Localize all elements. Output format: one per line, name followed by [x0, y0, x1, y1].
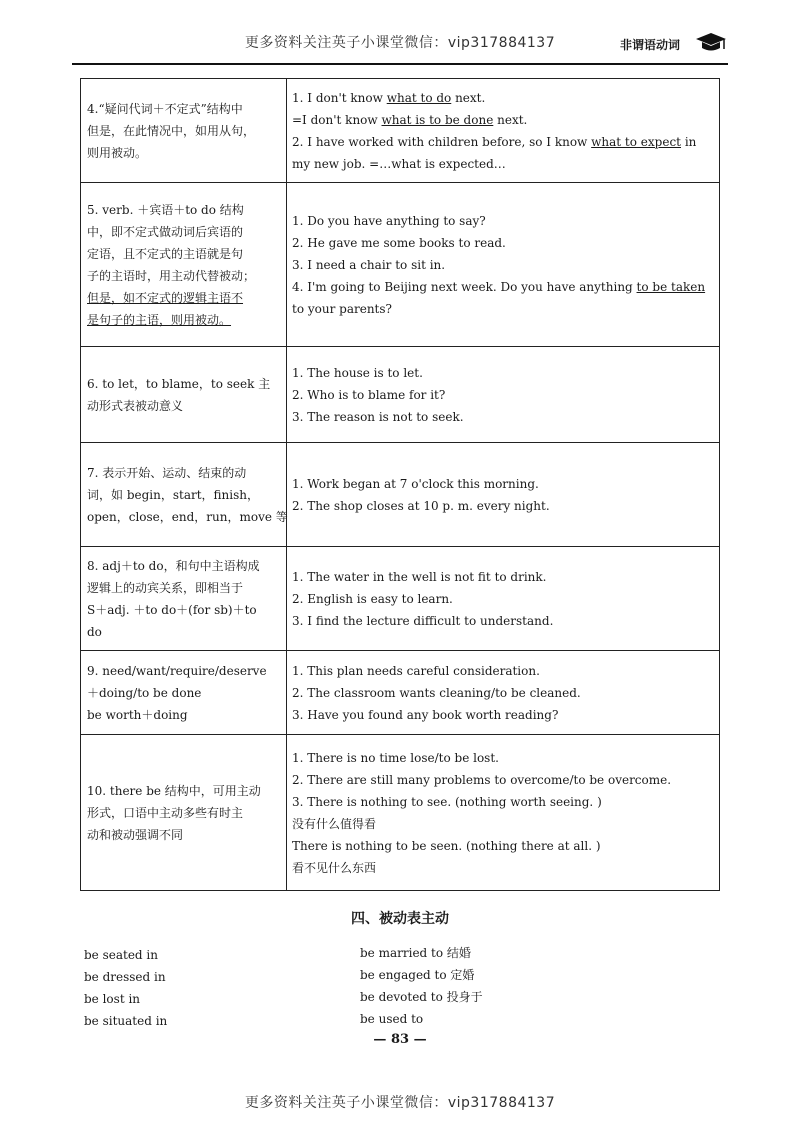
example-text: 3. I find the lecture difficult to understand.: [292, 613, 554, 628]
example-text: in: [681, 134, 697, 149]
example-line: [292, 660, 713, 682]
example-line: [292, 232, 713, 254]
example-line: [292, 406, 713, 428]
example-text: 2. I have worked with children before, so I know: [292, 134, 592, 149]
rule-line: S＋adj. ＋to do＋(for sb)＋to: [87, 602, 257, 617]
example-line: [292, 610, 713, 632]
example-text: =I don't know: [292, 112, 382, 127]
rule-line: 形式，口语中主动多些有时主: [87, 805, 244, 820]
rule-line: 动形式表被动意义: [87, 398, 184, 413]
example-line: [292, 747, 713, 769]
example-text: to your parents?: [292, 301, 392, 316]
rule-line: 4.“疑问代词＋不定式”结构中: [87, 101, 243, 116]
rule-line: ＋doing/to be done: [87, 685, 202, 700]
rule-line: 子的主语时，用主动代替被动；: [87, 268, 256, 283]
rule-line: 5. verb. ＋宾语＋to do 结构: [87, 202, 244, 217]
example-cell: [287, 443, 720, 547]
example-line: [292, 131, 713, 153]
chapter-label: 非谓语动词: [620, 38, 681, 52]
rule-line: open，close，end，run，move 等: [87, 509, 288, 524]
rule-cell: [81, 651, 287, 735]
rule-line: 9. need/want/require/deserve: [87, 663, 267, 678]
example-line: [292, 153, 713, 175]
example-text: 没有什么值得看: [292, 816, 377, 831]
table-row: [81, 347, 720, 443]
table-row: [81, 443, 720, 547]
phrase-item: be dressed in: [84, 970, 166, 984]
rule-cell: [81, 443, 287, 547]
example-line: [292, 254, 713, 276]
rule-line: 但是，如不定式的逻辑主语不: [87, 290, 244, 305]
example-cell: [287, 183, 720, 347]
rule-line: 动和被动强调不同: [87, 827, 184, 842]
example-line: [292, 210, 713, 232]
rule-line: 但是，在此情况中，如用从句，: [87, 123, 256, 138]
rule-line: do: [87, 624, 102, 639]
rule-cell: [81, 183, 287, 347]
example-line: [292, 109, 713, 131]
example-line: [292, 813, 713, 835]
example-cell: [287, 347, 720, 443]
rule-line: 是句子的主语，则用被动。: [87, 312, 232, 327]
example-line: [292, 298, 713, 320]
example-text: next.: [451, 90, 486, 105]
table-row: [81, 651, 720, 735]
example-text: 3. There is nothing to see. (nothing worth seeing. ): [292, 794, 602, 809]
example-line: [292, 704, 713, 726]
example-text: 1. I don't know: [292, 90, 387, 105]
rule-cell: [81, 547, 287, 651]
example-cell: [287, 547, 720, 651]
watermark-bottom: 更多资料关注英子小课堂微信：vip317884137: [244, 1095, 556, 1111]
phrase-item: be seated in: [84, 948, 158, 962]
rule-line: 中，即不定式做动词后宾语的: [87, 224, 244, 239]
phrase-list-left: [84, 944, 167, 1032]
phrase-item: be used to: [360, 1012, 424, 1026]
phrase-item: be devoted to 投身于: [360, 990, 483, 1004]
example-text: 3. I need a chair to sit in.: [292, 257, 446, 272]
example-line: [292, 857, 713, 879]
example-text: 4. I'm going to Beijing next week. Do you have anything: [292, 279, 637, 294]
example-text: 1. There is no time lose/to be lost.: [292, 750, 499, 765]
rule-line: 词，如 begin，start，finish，: [87, 487, 259, 502]
rule-line: 则用被动。: [87, 145, 148, 160]
rule-line: 逻辑上的动宾关系，即相当于: [87, 580, 244, 595]
example-text: 3. Have you found any book worth reading?: [292, 707, 559, 722]
example-line: [292, 276, 713, 298]
graduation-cap-icon: [694, 30, 728, 54]
example-line: [292, 791, 713, 813]
example-text: 2. Who is to blame for it?: [292, 387, 446, 402]
rule-cell: [81, 347, 287, 443]
rule-line: 6. to let，to blame，to seek 主: [87, 376, 271, 391]
rule-line: 7. 表示开始、运动、结束的动: [87, 465, 247, 480]
underlined-phrase: what to do: [386, 90, 452, 105]
example-line: [292, 835, 713, 857]
example-line: [292, 362, 713, 384]
example-line: [292, 495, 713, 517]
rule-line: 8. adj＋to do，和句中主语构成: [87, 558, 260, 573]
example-line: [292, 87, 713, 109]
phrase-item: be lost in: [84, 992, 141, 1006]
underlined-phrase: what is to be done: [381, 112, 494, 127]
example-cell: [287, 651, 720, 735]
underlined-phrase: what to expect: [591, 134, 681, 149]
example-text: 2. There are still many problems to overcome/to be overcome.: [292, 772, 672, 787]
table-row: [81, 79, 720, 183]
example-line: [292, 682, 713, 704]
phrase-item: be situated in: [84, 1014, 168, 1028]
example-text: next.: [493, 112, 528, 127]
phrase-item: be engaged to 定婚: [360, 968, 475, 982]
phrase-item: be married to 结婚: [360, 946, 471, 960]
watermark-top: 更多资料关注英子小课堂微信：vip317884137: [244, 35, 556, 51]
rule-line: 定语，且不定式的主语就是句: [87, 246, 244, 261]
example-text: 2. The classroom wants cleaning/to be cleaned.: [292, 685, 581, 700]
example-text: 2. The shop closes at 10 p. m. every night.: [292, 498, 550, 513]
grammar-table: [80, 78, 720, 891]
rule-line: 10. there be 结构中，可用主动: [87, 783, 261, 798]
example-text: my new job. =…what is expected…: [292, 156, 506, 171]
example-text: 1. This plan needs careful consideration.: [292, 663, 540, 678]
example-line: [292, 588, 713, 610]
table-row: [81, 183, 720, 347]
phrase-list-right: [360, 942, 483, 1030]
example-cell: [287, 79, 720, 183]
table-row: [81, 735, 720, 891]
example-text: 1. The water in the well is not fit to drink.: [292, 569, 547, 584]
example-line: [292, 566, 713, 588]
underlined-phrase: to be taken: [636, 279, 706, 294]
rule-cell: [81, 735, 287, 891]
example-line: [292, 473, 713, 495]
example-text: 看不见什么东西: [292, 860, 377, 875]
rule-cell: [81, 79, 287, 183]
section-title: 四、被动表主动: [351, 911, 449, 927]
example-text: 2. He gave me some books to read.: [292, 235, 506, 250]
example-text: There is nothing to be seen. (nothing there at all. ): [292, 838, 601, 853]
example-text: 1. The house is to let.: [292, 365, 423, 380]
example-line: [292, 769, 713, 791]
example-line: [292, 384, 713, 406]
example-text: 1. Do you have anything to say?: [292, 213, 486, 228]
rule-line: be worth＋doing: [87, 707, 188, 722]
table-row: [81, 547, 720, 651]
example-text: 2. English is easy to learn.: [292, 591, 453, 606]
example-text: 3. The reason is not to seek.: [292, 409, 464, 424]
header-rule: [72, 63, 728, 65]
example-text: 1. Work began at 7 o'clock this morning.: [292, 476, 539, 491]
page-number: — 83 —: [373, 1032, 427, 1047]
example-cell: [287, 735, 720, 891]
